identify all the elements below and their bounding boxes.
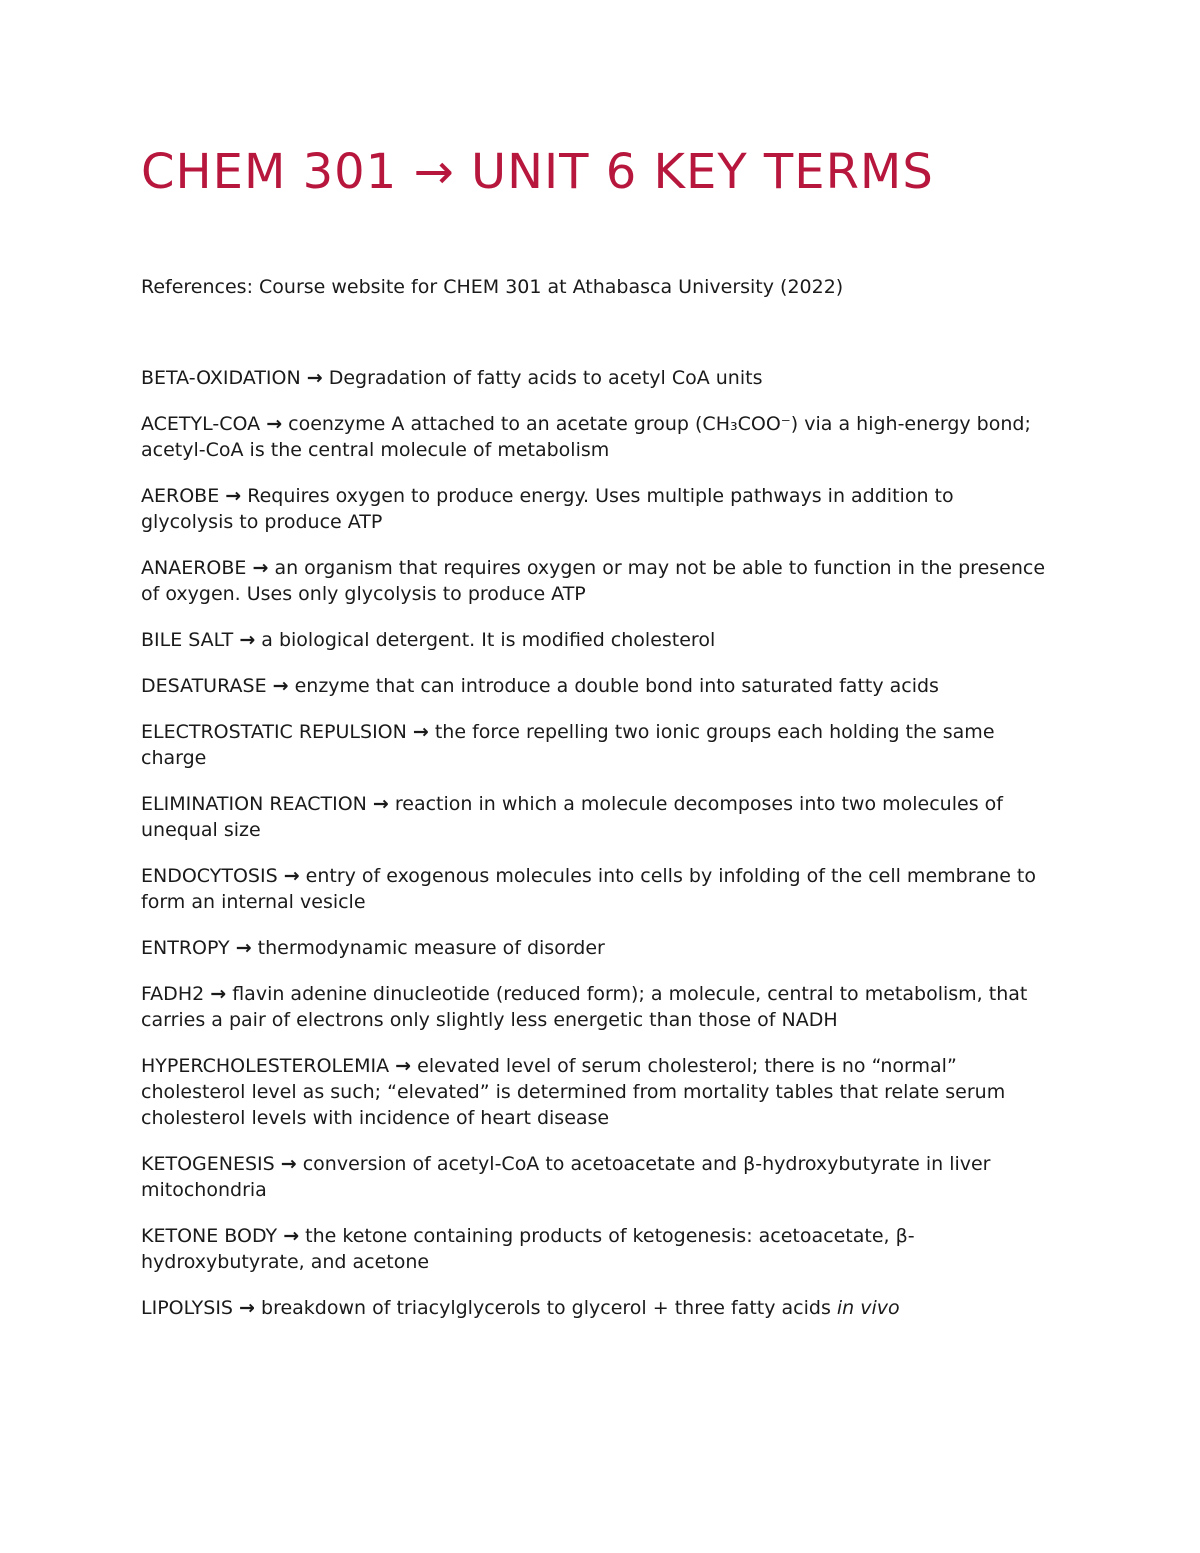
term-definition: the force repelling two ionic groups each holding the same charge: [141, 721, 995, 769]
references-line: References: Course website for CHEM 301 at Athabasca University (2022): [141, 276, 844, 298]
term-entry: [141, 719, 1051, 771]
term-entry: [141, 555, 1051, 607]
term-definition-italic: in vivo: [836, 1297, 900, 1319]
term-definition: an organism that requires oxygen or may not be able to function in the presence of oxygen. Uses only glycolysis to produce ATP: [141, 557, 1046, 605]
term-entry: [141, 365, 1051, 391]
term-name: AEROBE: [141, 485, 220, 507]
term-name: KETOGENESIS: [141, 1153, 275, 1175]
term-definition: a biological detergent. It is modified cholesterol: [261, 629, 716, 651]
term-definition: conversion of acetyl-CoA to acetoacetate and β-hydroxybutyrate in liver mitochondria: [141, 1153, 991, 1201]
arrow-icon: →: [306, 367, 323, 389]
term-definition: the ketone containing products of ketogenesis: acetoacetate, β-hydroxybutyrate, and acetone: [141, 1225, 915, 1273]
arrow-icon: →: [210, 983, 227, 1005]
term-name: DESATURASE: [141, 675, 267, 697]
arrow-icon: →: [225, 485, 242, 507]
term-entry: [141, 1223, 1051, 1275]
term-definition: flavin adenine dinucleotide (reduced form); a molecule, central to metabolism, that carries a pair of electrons only slightly less energetic than those of NADH: [141, 983, 1028, 1031]
term-definition: enzyme that can introduce a double bond into saturated fatty acids: [294, 675, 939, 697]
term-name: ANAEROBE: [141, 557, 247, 579]
term-name: ACETYL-COA: [141, 413, 261, 435]
term-name: HYPERCHOLESTEROLEMIA: [141, 1055, 390, 1077]
term-name: BILE SALT: [141, 629, 234, 651]
term-name: ENTROPY: [141, 937, 230, 959]
term-definition: entry of exogenous molecules into cells by infolding of the cell membrane to form an internal vesicle: [141, 865, 1036, 913]
term-definition: coenzyme A attached to an acetate group (CH₃COO⁻) via a high-energy bond; acetyl-CoA is the central molecule of metabolism: [141, 413, 1031, 461]
arrow-icon: →: [280, 1153, 297, 1175]
term-entry: [141, 627, 1051, 653]
arrow-icon: →: [239, 629, 256, 651]
term-entry: [141, 1053, 1051, 1131]
term-entry: [141, 673, 1051, 699]
term-name: KETONE BODY: [141, 1225, 278, 1247]
term-entry: [141, 981, 1051, 1033]
term-name: ELECTROSTATIC REPULSION: [141, 721, 407, 743]
term-entry: [141, 411, 1051, 463]
term-entry: [141, 1151, 1051, 1203]
arrow-icon: →: [239, 1297, 255, 1319]
term-definition: elevated level of serum cholesterol; there is no “normal” cholesterol level as such; “elevated” is determined from mortality tables that relate serum cholesterol levels with incidence of heart disease: [141, 1055, 1006, 1129]
term-entry: [141, 483, 1051, 535]
arrow-icon: →: [252, 557, 269, 579]
arrow-icon: →: [412, 721, 429, 743]
arrow-icon: →: [235, 937, 252, 959]
arrow-icon: →: [272, 675, 289, 697]
term-definition-text: breakdown of triacylglycerols to glycerol + three fatty acids: [261, 1297, 831, 1319]
term-definition: reaction in which a molecule decomposes into two molecules of unequal size: [141, 793, 1003, 841]
term-name: ENDOCYTOSIS: [141, 865, 278, 887]
term-entry: [141, 791, 1051, 843]
document-page: [141, 138, 1061, 1319]
term-entry: [141, 935, 1051, 961]
term-definition: Degradation of fatty acids to acetyl CoA units: [328, 367, 763, 389]
arrow-icon: →: [283, 865, 300, 887]
term-entry: [141, 1295, 1051, 1321]
arrow-icon: →: [266, 413, 283, 435]
arrow-icon: →: [283, 1225, 300, 1247]
term-definition: [261, 1297, 900, 1319]
term-name: BETA-OXIDATION: [141, 367, 301, 389]
term-name: FADH2: [141, 983, 205, 1005]
key-terms-list: [141, 365, 1051, 1341]
arrow-icon: →: [395, 1055, 412, 1077]
arrow-icon: →: [372, 793, 389, 815]
term-definition: thermodynamic measure of disorder: [257, 937, 605, 959]
document-title: CHEM 301 → UNIT 6 KEY TERMS: [141, 144, 934, 200]
term-name: ELIMINATION REACTION: [141, 793, 367, 815]
term-name: LIPOLYSIS: [141, 1297, 233, 1319]
term-entry: [141, 863, 1051, 915]
term-definition: Requires oxygen to produce energy. Uses multiple pathways in addition to glycolysis to produce ATP: [141, 485, 954, 533]
